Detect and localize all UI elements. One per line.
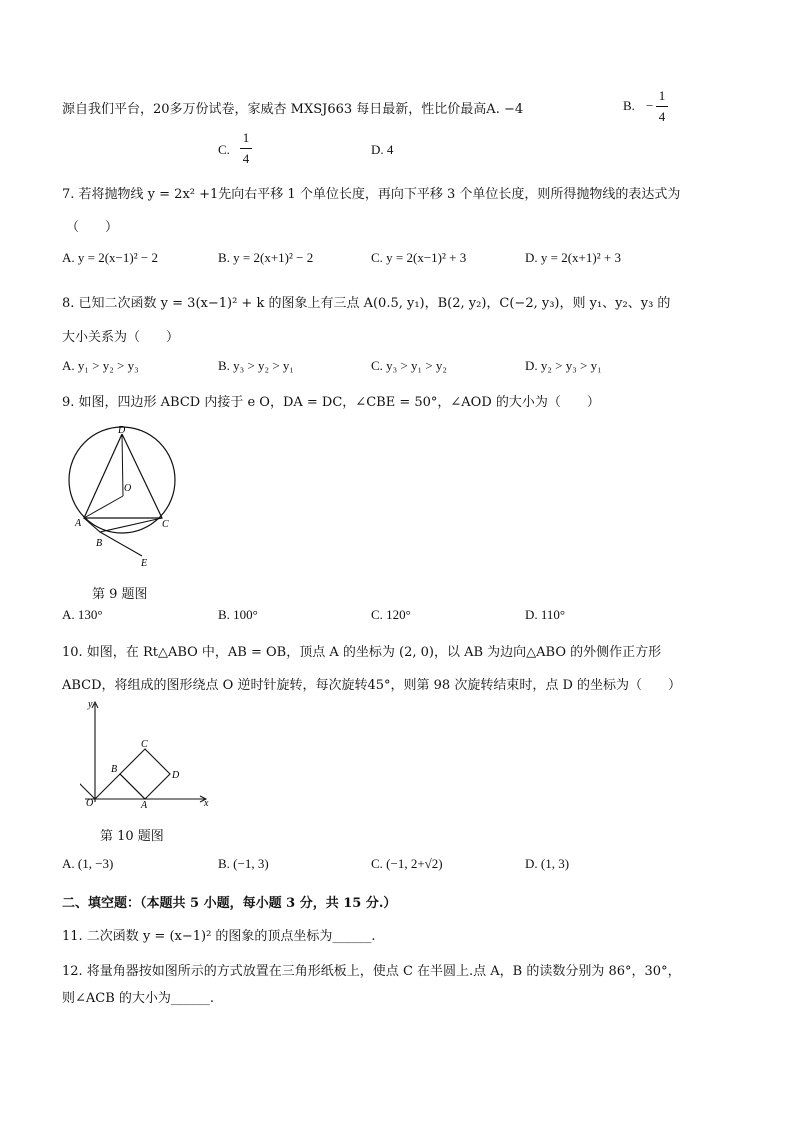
ray-be: [100, 532, 142, 556]
q6-option-c-denominator: 4: [242, 151, 250, 166]
q6-option-b-label: B.: [623, 98, 635, 113]
label-o: O: [124, 483, 132, 494]
header-line: 源自我们平台，20多万份试卷，家威杏 MXSJ663 每日最新，性比价最高A. −4: [62, 102, 524, 117]
label-d: D: [118, 425, 126, 436]
q8-stem: 8. 已知二次函数 y = 3(x−1)² + k 的图象上有三点 A(0.5, y₁)，B(2, y₂)，C(−2, y₃)，则 y₁、y₂、y₃ 的: [62, 296, 671, 311]
q9-figure-caption: 第 9 题图: [92, 587, 148, 602]
q10-option-a: A. (1, −3): [62, 856, 114, 871]
triangle-abo: [95, 774, 145, 799]
label-o: O: [86, 798, 94, 809]
q9-option-d: D. 110°: [525, 607, 566, 622]
q6-option-b-fraction: [655, 88, 669, 125]
q9-option-c: C. 120°: [371, 607, 411, 622]
segment-do: [122, 434, 123, 496]
label-d: D: [172, 770, 180, 781]
q6-option-c-fraction: [239, 130, 253, 167]
label-a: A: [141, 800, 148, 810]
q12-stem: 12. 将量角器按如图所示的方式放置在三角形纸板上，使点 C 在半圆上.点 A，B 的读数分别为 86°，30°，: [62, 964, 681, 979]
q6-option-c-label: C.: [218, 142, 230, 157]
q6-option-b-denominator: 4: [658, 109, 666, 124]
label-e: E: [141, 558, 148, 569]
fraction-bar: [656, 106, 668, 107]
q6-option-c-numerator: 1: [242, 130, 250, 145]
q7-paren: （ ）: [66, 220, 119, 235]
q10-option-b: B. (−1, 3): [218, 856, 269, 871]
q10-figure-caption: 第 10 题图: [100, 829, 164, 844]
fraction-bar: [240, 148, 252, 149]
segment-ao: [84, 496, 123, 518]
q9-option-a: A. 130°: [62, 607, 103, 622]
line-left-of-origin: [80, 782, 95, 799]
label-c: C: [141, 739, 148, 750]
label-c: C: [162, 519, 169, 530]
q9-figure: [66, 424, 184, 569]
q8-option-c: C. y₃ > y₁ > y₂: [371, 358, 447, 373]
q6-option-b-sign: −: [646, 98, 654, 113]
q10-option-d: D. (1, 3): [525, 856, 570, 871]
q8-option-a: A. y₁ > y₂ > y₃: [62, 358, 139, 373]
q7-stem: 7. 若将抛物线 y = 2x² +1先向右平移 1 个单位长度，再向下平移 3 个单位长度，则所得抛物线的表达式为: [62, 187, 681, 202]
q10-figure: [80, 698, 214, 810]
q11-stem: 11. 二次函数 y = (x−1)² 的图象的顶点坐标为______.: [62, 929, 376, 944]
q8-option-d: D. y₂ > y₃ > y₁: [525, 358, 602, 373]
q7-option-a: A. y = 2(x−1)² − 2: [62, 250, 158, 265]
q10-stem-line2: ABCD，将组成的图形绕点 O 逆时针旋转，每次旋转45°，则第 98 次旋转结束时，点 D 的坐标为（ ）: [62, 678, 682, 693]
label-b: B: [111, 764, 118, 775]
q8-option-b: B. y₃ > y₂ > y₁: [218, 358, 294, 373]
q6-option-d: D. 4: [371, 142, 394, 157]
q12-stem-line2: 则∠ACB 的大小为______.: [62, 991, 215, 1006]
label-a: A: [75, 518, 82, 529]
q7-option-c: C. y = 2(x−1)² + 3: [371, 250, 467, 265]
q8-stem-line2: 大小关系为（ ）: [62, 330, 180, 345]
q10-stem: 10. 如图，在 Rt△ABO 中，AB = OB，顶点 A 的坐标为 (2, 0)，以 AB 为边向△ABO 的外侧作正方形: [62, 645, 662, 660]
q9-option-b: B. 100°: [218, 607, 258, 622]
q7-option-b: B. y = 2(x+1)² − 2: [218, 250, 314, 265]
label-x: x: [204, 798, 209, 809]
section-heading-fill-in: 二、填空题：（本题共 5 小题，每小题 3 分，共 15 分.）: [62, 896, 397, 911]
square-abcd: [120, 749, 170, 799]
q6-option-b-numerator: 1: [658, 88, 666, 103]
q9-stem: 9. 如图，四边形 ABCD 内接于 e O，DA = DC，∠CBE = 50°，∠AOD 的大小为（ ）: [62, 395, 600, 410]
label-b: B: [96, 538, 103, 549]
q7-option-d: D. y = 2(x+1)² + 3: [525, 250, 621, 265]
q10-option-c: C. (−1, 2+√2): [371, 856, 443, 871]
label-y: y: [88, 699, 93, 710]
